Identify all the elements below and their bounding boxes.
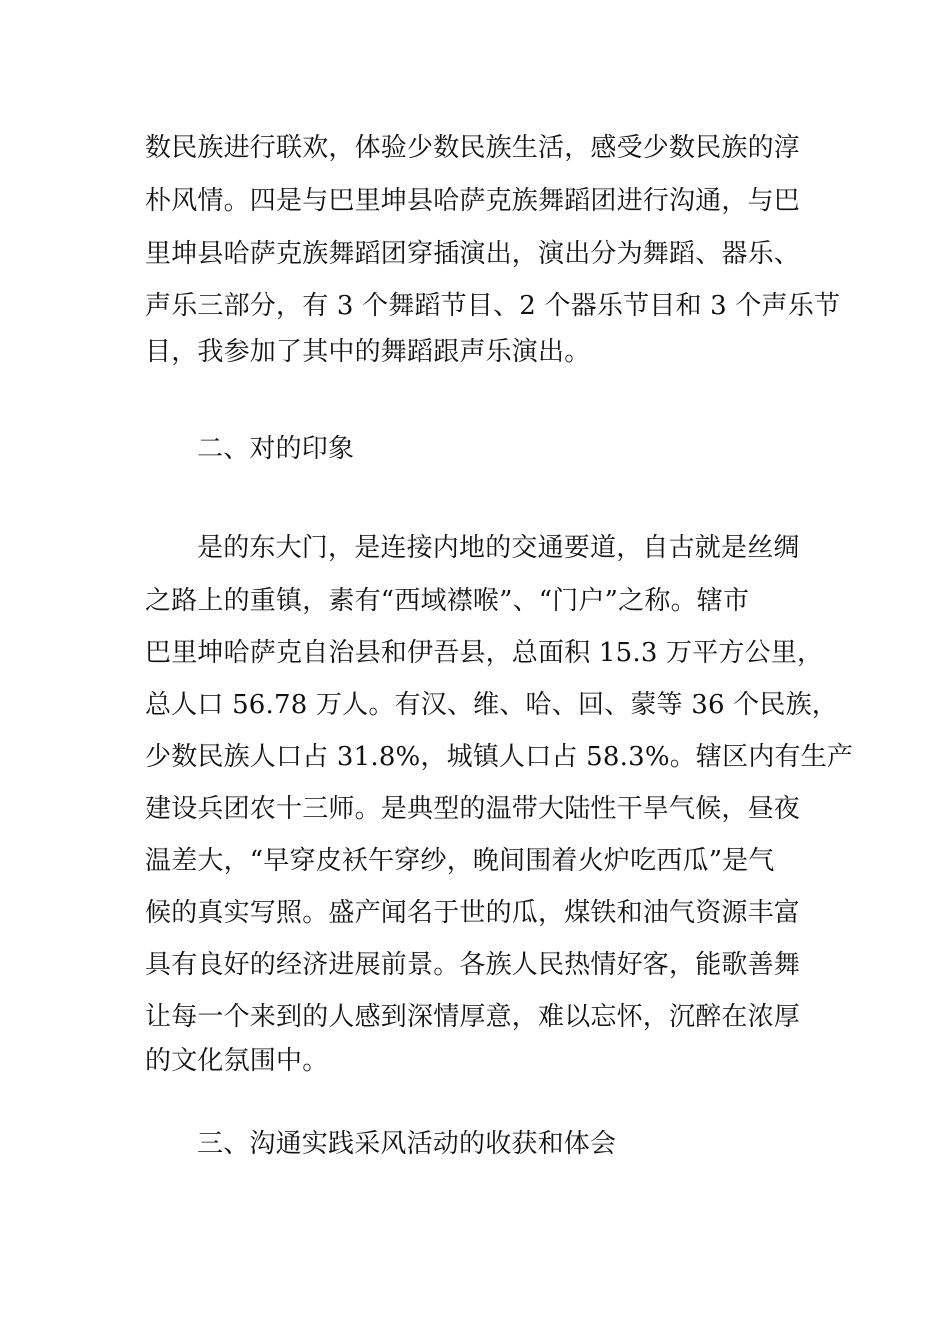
paragraph-2-line: 少数民族人口占 31.8%，城镇人口占 58.3%。辖区内有生产 <box>145 742 854 772</box>
paragraph-1-line: 目，我参加了其中的舞蹈跟声乐演出。 <box>145 337 591 367</box>
paragraph-1-line: 声乐三部分，有 3 个舞蹈节目、2 个器乐节目和 3 个声乐节 <box>145 291 841 321</box>
paragraph-1-line: 数民族进行联欢，体验少数民族生活，感受少数民族的淳 <box>145 133 801 163</box>
paragraph-2-line: 让每一个来到的人感到深情厚意，难以忘怀，沉醉在浓厚 <box>145 1002 801 1032</box>
paragraph-2-line: 温差大，“早穿皮袄午穿纱，晚间围着火炉吃西瓜”是气 <box>145 846 775 876</box>
paragraph-2-line: 总人口 56.78 万人。有汉、维、哈、回、蒙等 36 个民族， <box>145 690 838 720</box>
paragraph-2-line: 巴里坤哈萨克自治县和伊吾县，总面积 15.3 万平方公里， <box>145 638 824 668</box>
paragraph-2-line: 建设兵团农十三师。是典型的温带大陆性干旱气候，昼夜 <box>145 794 801 824</box>
paragraph-1-line: 朴风情。四是与巴里坤县哈萨克族舞蹈团进行沟通，与巴 <box>145 186 801 216</box>
section-heading-3: 三、沟通实践采风活动的收获和体会 <box>197 1129 617 1159</box>
paragraph-2-line: 候的真实写照。盛产闻名于世的瓜，煤铁和油气资源丰富 <box>145 898 801 928</box>
paragraph-1-line: 里坤县哈萨克族舞蹈团穿插演出，演出分为舞蹈、器乐、 <box>145 239 801 269</box>
paragraph-2-line: 是的东大门，是连接内地的交通要道，自古就是丝绸 <box>197 533 800 563</box>
paragraph-2-line: 之路上的重镇，素有“西域襟喉”、“门户”之称。辖市 <box>145 586 750 616</box>
section-heading-2: 二、对的印象 <box>197 434 355 464</box>
paragraph-2-line: 的文化氛围中。 <box>145 1046 329 1076</box>
paragraph-2-line: 具有良好的经济进展前景。各族人民热情好客，能歌善舞 <box>145 950 801 980</box>
